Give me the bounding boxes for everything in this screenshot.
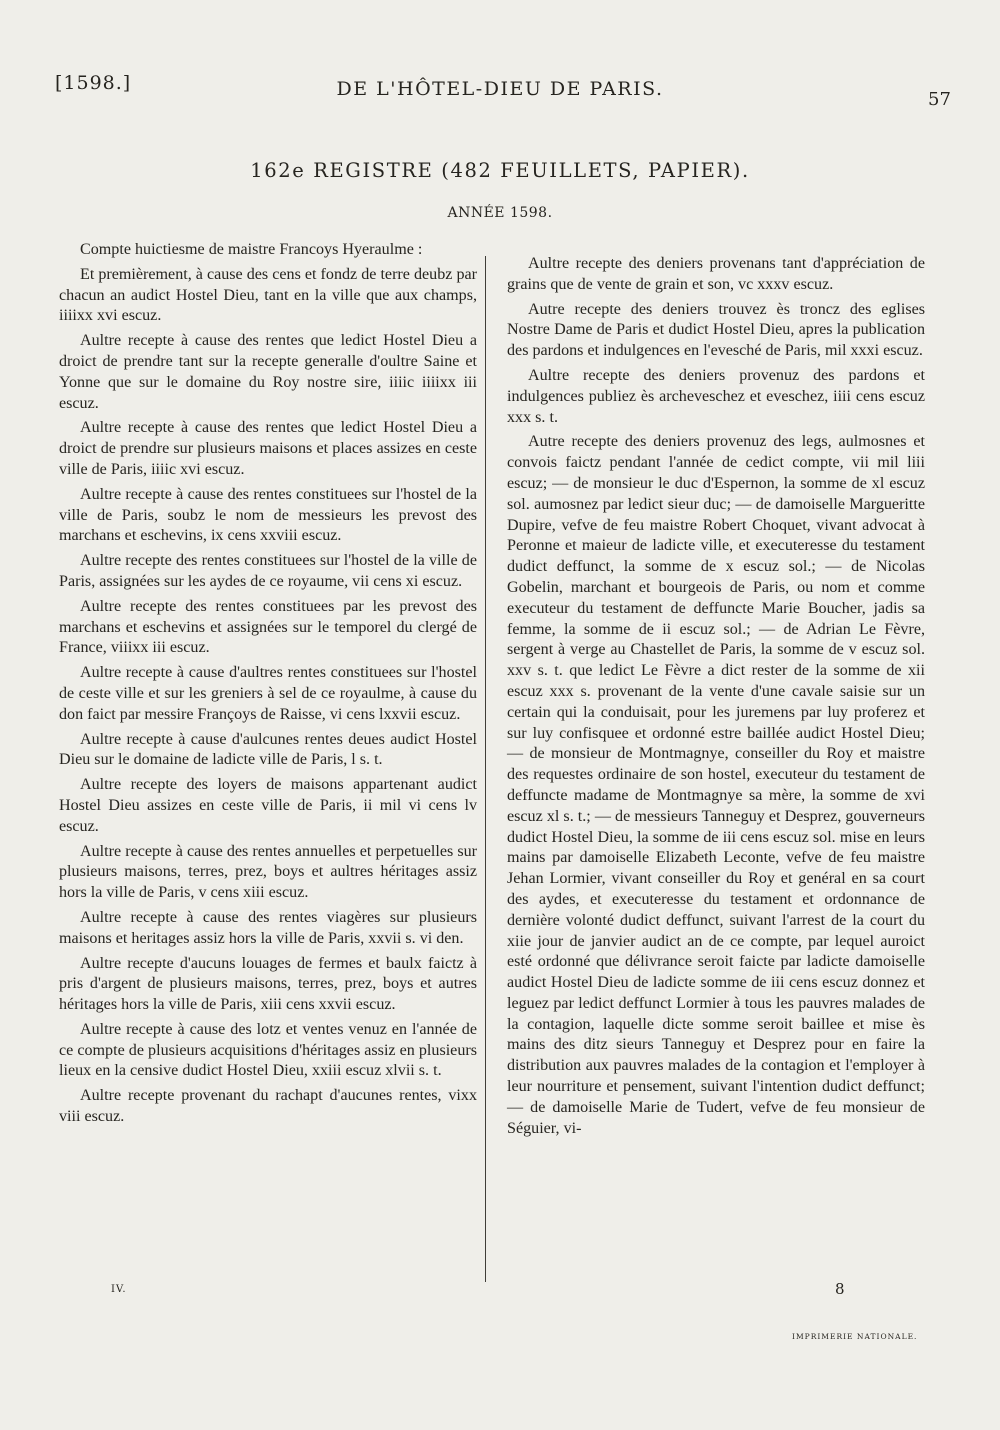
paragraph: Aultre recepte des deniers provenans tant d'appréciation de grains que de vente de grain et son, vc xxxv escuz. (507, 255, 925, 293)
right-column (507, 254, 925, 1143)
column-divider (485, 256, 486, 1282)
paragraph: Aultre recepte à cause des rentes annuelles et perpetuelles sur plusieurs maisons, terres, prez, boys et aultres héritages assiz hors la ville de Paris, v cens xiii escuz. (59, 842, 477, 902)
paragraph: Aultre recepte des deniers provenuz des pardons et indulgences publiez ès archeveschez et eveschez, iiii cens escuz xxx s. t. (507, 366, 925, 426)
paragraph: Aultre recepte des loyers de maisons appartenant audict Hostel Dieu assizes en ceste ville de Paris, ii mil vi cens lv escuz. (59, 776, 477, 835)
register-title: 162e REGISTRE (482 FEUILLETS, PAPIER). (250, 159, 750, 182)
paragraph: Aultre recepte des rentes constituees sur l'hostel de la ville de Paris, assignées sur les aydes de ce royaume, vii cens xi escuz. (59, 552, 477, 590)
paragraph: Aultre recepte d'aucuns louages de fermes et baulx faictz à pris d'argent de plusieurs maisons, terres, prez, boys et autres héritages hors la ville de Paris, xiii cens xxvii escuz. (59, 954, 477, 1014)
page-number: 57 (928, 89, 951, 110)
paragraph: Aultre recepte provenant du rachapt d'aucunes rentes, vixx viii escuz. (59, 1087, 477, 1126)
paragraph: Aultre recepte à cause des rentes constituees sur l'hostel de la ville de Paris, soubz le nom de messieurs les prevost des marchans et eschevins, ix cens xxviii escuz. (59, 485, 477, 545)
signature-mark-left: IV. (111, 1284, 127, 1295)
left-column (59, 240, 477, 1132)
paragraph: Aultre recepte des rentes constituees par les prevost des marchans et eschevins et assignées sur le temporel du clergé de France, viiixx iii escuz. (59, 597, 477, 657)
paragraph: Autre recepte des deniers provenuz des legs, aulmosnes et convois faictz pendant l'année de cedict compte, vii mil liii escuz; — de monsieur le duc d'Espernon, la somme de xl escuz sol. aumosnez par ledict sieur duc; — de damoiselle Margueritte Dupire, vefve de feu maistre Robert Choquet, vivant advocat à Peronne et maieur de ladicte ville, et executeresse du testament dudict deffunct, la somme de x escuz sol.; — de Nicolas Gobelin, marchant et bourgeois de Paris, ou nom et comme executeur du testament de deffuncte Marie Boucher, jadis sa femme, la somme de ii escuz sol.; — de Adrian Le Fèvre, sergent à verge au Chastellet de Paris, la somme de v escuz sol. xxv s. t. que ledict Le Fèvre a dict rester de la somme de xii escuz xxx s. provenant de la vente d'une cavale saisie sur un certain qui la conduisait, pour les juremens par luy proferez et sur luy confisquee et ordonné estre baillée audict Hostel Dieu; — de monsieur de Montmagnye, conseiller du Roy et maistre des requestes ordinaire de son hostel, executeur du testament de deffuncte madame de Montmagnye sa mère, la somme de xvi escuz xl s. t.; — de messieurs Tanneguy et Desprez, gouverneurs dudict Hostel Dieu, la somme de iii cens escuz sol. mise en leurs mains par damoiselle Elizabeth Leconte, vefve de feu maistre Jehan Lormier, vivant conseiller du Roy et genéral en sa court des aydes, et executeresse du testament et ordonnance de dernière volonté dudict deffunct, suivant l'arrest de la court du xiie jour de janvier audict an de ce compte, par lequel auroict esté ordonné que délivrance seroit faicte par ladicte damoiselle audict Hostel Dieu de ladicte somme de iii cens escuz donnez et leguez par ledict deffunct Lormier à tous les pauvres malades de la contagion, laquelle dicte somme seroit baillee et mise ès mains des ditz sieurs Tanneguy et Desprez pour en faire la distribution aux pauvres malades de la contagion et l'employer à leur nourriture et pensement, suivant l'intention dudict deffunct; — de damoiselle Marie de Tudert, vefve de feu monsieur de Séguier, vi- (507, 433, 925, 1137)
paragraph: Aultre recepte à cause des rentes que ledict Hostel Dieu a droict de prendre sur plusieurs maisons et places assizes en ceste ville de Paris, iiiic xvi escuz. (59, 419, 477, 478)
running-head-date: [1598.] (55, 72, 132, 94)
paragraph: Aultre recepte à cause d'aultres rentes constituees sur l'hostel de ceste ville et sur les greniers à sel de ce royaulme, à cause du don faict par messire Françoys de Raisse, vi cens lxxvii escuz. (59, 664, 477, 723)
paragraph: Autre recepte des deniers trouvez ès troncz des eglises Nostre Dame de Paris et dudict Hostel Dieu, apres la publication des pardons et indulgences en l'evesché de Paris, mil xxxi escuz. (507, 300, 925, 360)
paragraph: Aultre recepte à cause des rentes viagères sur plusieurs maisons et heritages assiz hors la ville de Paris, xxvii s. vi den. (59, 908, 477, 947)
paragraph: Compte huictiesme de maistre Francoys Hyeraulme : (80, 241, 423, 258)
signature-mark-right: 8 (835, 1280, 845, 1298)
printer-imprint: IMPRIMERIE NATIONALE. (792, 1332, 918, 1341)
paragraph: Aultre recepte à cause des rentes que ledict Hostel Dieu a droict de prendre tant sur la recepte generalle d'oultre Saine et Yonne que sur le domaine du Roy nostre sire, iiiic iiiixx iii escuz. (59, 332, 477, 412)
paragraph: Aultre recepte à cause des lotz et ventes venuz en l'année de ce compte de plusieurs acquisitions d'héritages assiz en plusieurs lieux en la censive dudict Hostel Dieu, xxiii escuz xlvii s. t. (59, 1020, 477, 1080)
paragraph: Aultre recepte à cause d'aulcunes rentes deues audict Hostel Dieu sur le domaine de ladicte ville de Paris, l s. t. (59, 730, 477, 769)
running-head-title: DE L'HÔTEL-DIEU DE PARIS. (336, 78, 664, 100)
paragraph: Et premièrement, à cause des cens et fondz de terre deubz par chacun an audict Hostel Dieu, tant en la ville que aux champs, iiiixx xvi escuz. (59, 265, 477, 325)
register-year: ANNÉE 1598. (447, 205, 553, 221)
